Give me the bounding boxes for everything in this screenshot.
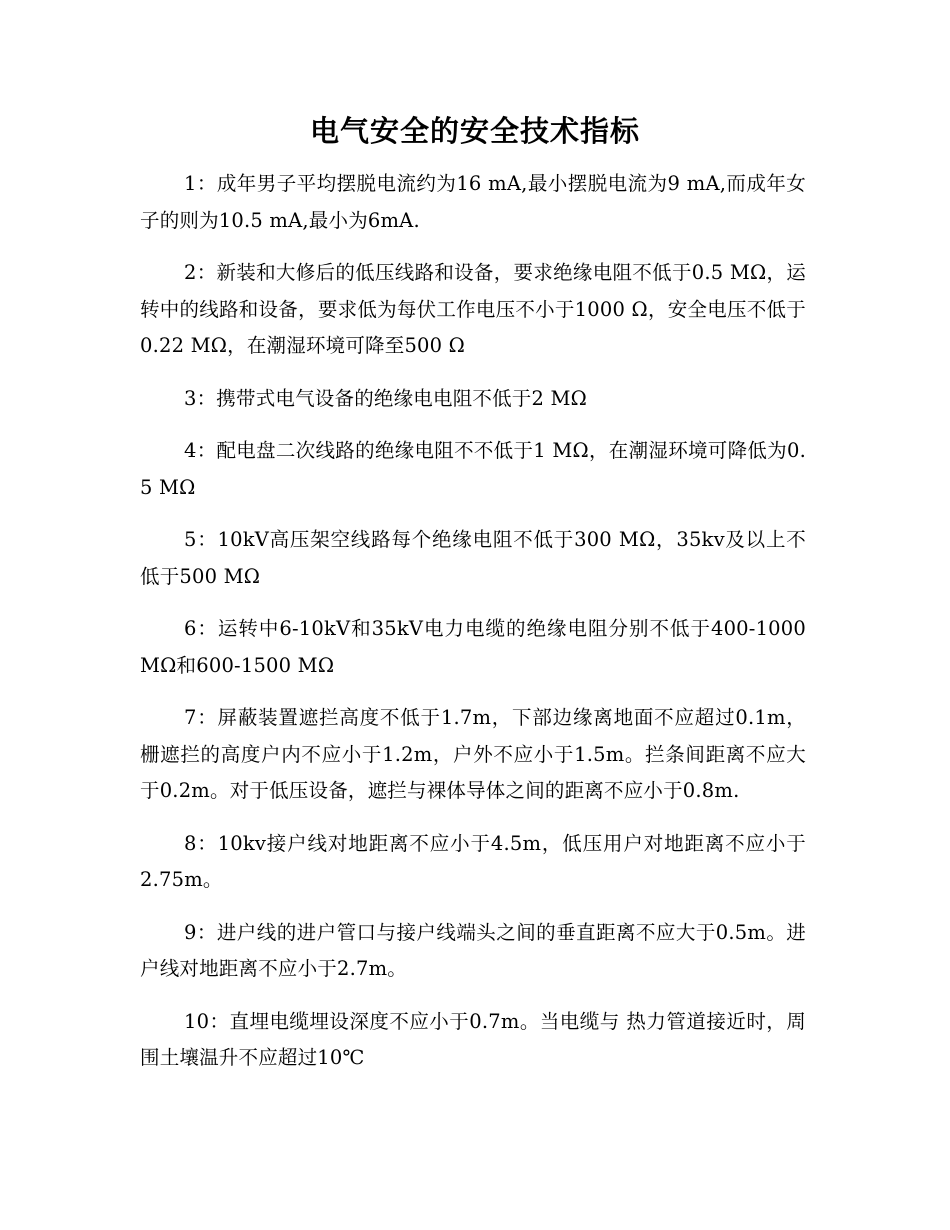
paragraph-6: 6：运转中6-10kV和35kV电力电缆的绝缘电阻分别不低于400-1000 MΩ和600-1500 MΩ <box>140 617 806 677</box>
paragraph-5: 5：10kV高压架空线路每个绝缘电阻不低于300 MΩ，35kv及以上不低于500 MΩ <box>140 528 806 588</box>
paragraph-4: 4：配电盘二次线路的绝缘电阻不不低于1 MΩ，在潮湿环境可降低为0.5 MΩ <box>140 439 806 499</box>
paragraph-9: 9：进户线的进户管口与接户线端头之间的垂直距离不应大于0.5m。进户线对地距离不应小于2.7m。 <box>140 920 806 980</box>
paragraph-10: 10：直埋电缆埋设深度不应小于0.7m。当电缆与 热力管道接近时，周围土壤温升不应超过10℃ <box>140 1009 806 1069</box>
paragraph-8: 8：10kv接户线对地距离不应小于4.5m，低压用户对地距离不应小于2.75m。 <box>140 831 806 891</box>
document-title: 电气安全的安全技术指标 <box>309 114 640 148</box>
paragraph-7: 7：屏蔽装置遮拦高度不低于1.7m，下部边缘离地面不应超过0.1m，栅遮拦的高度户内不应小于1.2m，户外不应小于1.5m。拦条间距离不应大于0.2m。对于低压设备，遮拦与裸体导体之间的距离不应小于0.8m. <box>140 706 806 802</box>
paragraph-1: 1：成年男子平均摆脱电流约为16 mA,最小摆脱电流为9 mA,而成年女子的则为10.5 mA,最小为6mA. <box>140 172 806 232</box>
paragraph-3: 3：携带式电气设备的绝缘电电阻不低于2 MΩ <box>184 386 588 410</box>
document-body <box>140 166 806 1093</box>
paragraph-2: 2：新装和大修后的低压线路和设备，要求绝缘电阻不低于0.5 MΩ，运转中的线路和设备，要求低为每伏工作电压不小于1000 Ω，安全电压不低于0.22 MΩ，在潮湿环境可降至500 Ω <box>140 261 806 357</box>
